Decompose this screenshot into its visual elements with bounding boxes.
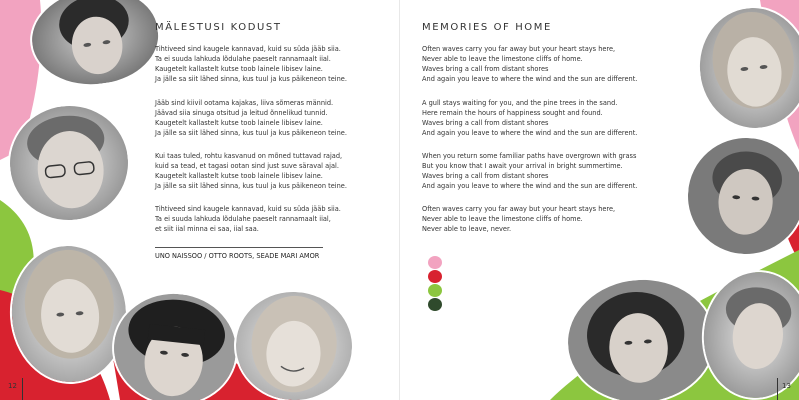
estonian-stanza-1 [155,44,347,84]
english-stanza-4 [422,204,615,234]
verse-line: And again you leave to where the wind and the sun are different. [422,75,638,83]
verse-line: Never able to leave the limestone cliffs of home. [422,55,583,63]
verse-line: Often waves carry you far away but your heart stays here, [422,45,616,53]
left-page [0,0,399,400]
verse-line: kuid sa tead, et tagasi ootan sind just suve säraval ajal. [155,162,339,170]
right-page [400,0,799,400]
green-dot [428,284,442,297]
verse-line: Never able to leave the limestone cliffs of home. [422,215,583,223]
verse-line: Kaugetelt kallastelt kutse toob lainele libisev laine. [155,65,323,73]
verse-line: And again you leave to where the wind and the sun are different. [422,129,638,137]
page-number-right-marker [777,378,778,400]
verse-line: Ja jälle sa siit lähed sinna, kus tuul ja kus päikeneon teine. [155,75,347,83]
english-stanza-2 [422,98,637,138]
verse-line: Ja jälle sa siit lähed sinna, kus tuul ja kus päikeneon teine. [155,182,347,190]
verse-line: Here remain the hours of happiness sought and found. [422,109,603,117]
english-stanza-3 [422,151,637,191]
credit-divider [155,247,323,248]
english-song-title: MEMORIES OF HOME [422,22,552,33]
verse-line: Jääb sind kiivil ootama kajakas, liiva sõmeras männid. [155,99,334,107]
verse-line: Kaugetelt kallastelt kutse toob lainele libisev laine. [155,119,323,127]
estonian-stanza-3 [155,151,347,191]
verse-line: A gull stays waiting for you, and the pine trees in the sand. [422,99,618,107]
verse-line: Tihtiveed sind kaugele kannavad, kuid su süda jääb siia. [155,205,341,213]
verse-line: Kaugetelt kallastelt kutse toob lainele libisev laine. [155,172,323,180]
red-dot [428,270,442,283]
verse-line: Tihtiveed sind kaugele kannavad, kuid su süda jääb siia. [155,45,341,53]
verse-line: Often waves carry you far away but your heart stays here, [422,205,616,213]
page-number-left-marker [22,378,23,400]
song-credit: UNO NAISSOO / OTTO ROOTS, SEADE MARI AMOR [155,252,320,260]
verse-line: Ta ei suuda lahkuda lõdulahe paeselt rannamaalt iial, [155,215,331,223]
pink-dot [428,256,442,269]
page-number-right: 13 [782,382,791,390]
page-number-left: 12 [8,382,17,390]
verse-line: Kui taas tuled, rohtu kasvanud on mõned tuttavad rajad, [155,152,343,160]
verse-line: et siit iial minna ei saa, iial saa. [155,225,259,233]
verse-line: Jäävad siia sinuga otsitud ja leitud õnnelikud tunnid. [155,109,328,117]
english-stanza-1 [422,44,637,84]
verse-line: But you know that I await your arrival in bright summertime. [422,162,623,170]
verse-line: Never able to leave, never. [422,225,512,233]
verse-line: Ja jälle sa siit lähed sinna, kus tuul ja kus päikeneon teine. [155,129,347,137]
verse-line: And again you leave to where the wind and the sun are different. [422,182,638,190]
estonian-stanza-2 [155,98,347,138]
estonian-stanza-4 [155,204,341,234]
verse-line: Waves bring a call from distant shores [422,65,549,73]
verse-line: Ta ei suuda lahkuda lõdulahe paeselt rannamaalt iial. [155,55,331,63]
verse-line: Waves bring a call from distant shores [422,172,549,180]
verse-line: Waves bring a call from distant shores [422,119,549,127]
verse-line: When you return some familiar paths have overgrown with grass [422,152,637,160]
dark-green-dot [428,298,442,311]
estonian-song-title: MÄLESTUSI KODUST [155,22,282,33]
